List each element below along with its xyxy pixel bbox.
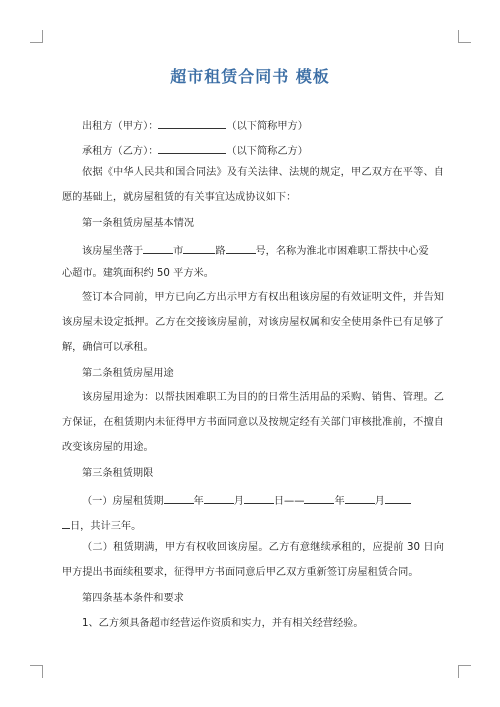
lessor-line	[82, 117, 444, 134]
start-year-unit: 年	[193, 496, 204, 507]
term-total: 日，共计三年。	[70, 521, 142, 532]
location-prefix: 该房屋坐落于	[82, 246, 144, 257]
article1-heading: 第一条租赁房屋基本情况	[82, 218, 195, 229]
article1-location-line	[82, 242, 444, 259]
lessee-suffix: （以下简称乙方）	[226, 146, 308, 157]
number-blank	[226, 242, 256, 254]
road-blank	[183, 242, 215, 254]
article1-location-cont: 心超市。建筑面积约 50 平方米。	[62, 268, 214, 279]
end-month-unit: 月	[374, 496, 385, 507]
city-blank	[143, 242, 173, 254]
crop-mark-bottom-right	[458, 665, 471, 678]
article2-paragraph: 该房屋用途为：以帮扶困难职工为目的的日常生活用品的采购、销售、管理。乙方保证，在租赁期内未征得甲方书面同意以及按规定经有关部门审核批准前，不擅自改变该房屋的用途。	[62, 392, 444, 453]
lessee-line	[82, 142, 444, 159]
lessee-blank	[158, 142, 226, 154]
start-day-blank	[244, 492, 274, 504]
start-month-unit: 月	[233, 496, 244, 507]
location-rest: 号，名称为淮北市困难职工帮扶中心爱	[255, 246, 429, 257]
article3-item2: （二）租赁期满，甲方有权收回该房屋。乙方有意继续承租的，应提前 30 日向甲方提出书面续租要求，征得甲方书面同意后甲乙双方重新签订房屋租赁合同。	[62, 542, 444, 578]
lessor-label: 出租方（甲方）：	[82, 121, 159, 132]
article4-heading: 第四条基本条件和要求	[82, 593, 184, 604]
article3-item1-line	[82, 492, 444, 509]
start-year-blank	[164, 492, 194, 504]
start-month-blank	[204, 492, 234, 504]
article3-item1-cont	[62, 517, 444, 534]
lessee-label: 承租方（乙方）：	[82, 146, 159, 157]
end-day-blank-b	[62, 517, 70, 529]
term-label: （一）房屋租赁期	[82, 496, 164, 507]
crop-mark-top-right	[458, 30, 471, 43]
end-year-unit: 年	[334, 496, 345, 507]
end-year-blank	[304, 492, 334, 504]
article1-paragraph2: 签订本合同前，甲方已向乙方出示甲方有权出租该房屋的有效证明文件，并告知该房屋未设定抵押。乙方在交接该房屋前，对该房屋权属和安全使用条件已有足够了解，确信可以承租。	[62, 292, 444, 353]
lessor-blank	[158, 117, 226, 129]
intro-paragraph: 依据《中华人民共和国合同法》及有关法律、法规的规定，甲乙双方在平等、自愿的基础上，就房屋租赁的有关事宜达成协议如下：	[62, 167, 444, 203]
article2-heading: 第二条租赁房屋用途	[82, 368, 174, 379]
article4-item1: 1、乙方须具备超市经营运作资质和实力，并有相关经营经验。	[82, 618, 364, 629]
start-day-unit: 日——	[273, 496, 305, 507]
location-city: 市	[173, 246, 184, 257]
lessor-suffix: （以下简称甲方）	[226, 121, 308, 132]
end-day-blank-a	[385, 492, 411, 504]
location-road: 路	[215, 246, 226, 257]
document-title: 超市租赁合同书 模板	[170, 67, 330, 86]
crop-mark-bottom-left	[30, 665, 43, 678]
end-month-blank	[345, 492, 375, 504]
article3-heading: 第三条租赁期限	[82, 468, 154, 479]
crop-mark-top-left	[30, 30, 43, 43]
